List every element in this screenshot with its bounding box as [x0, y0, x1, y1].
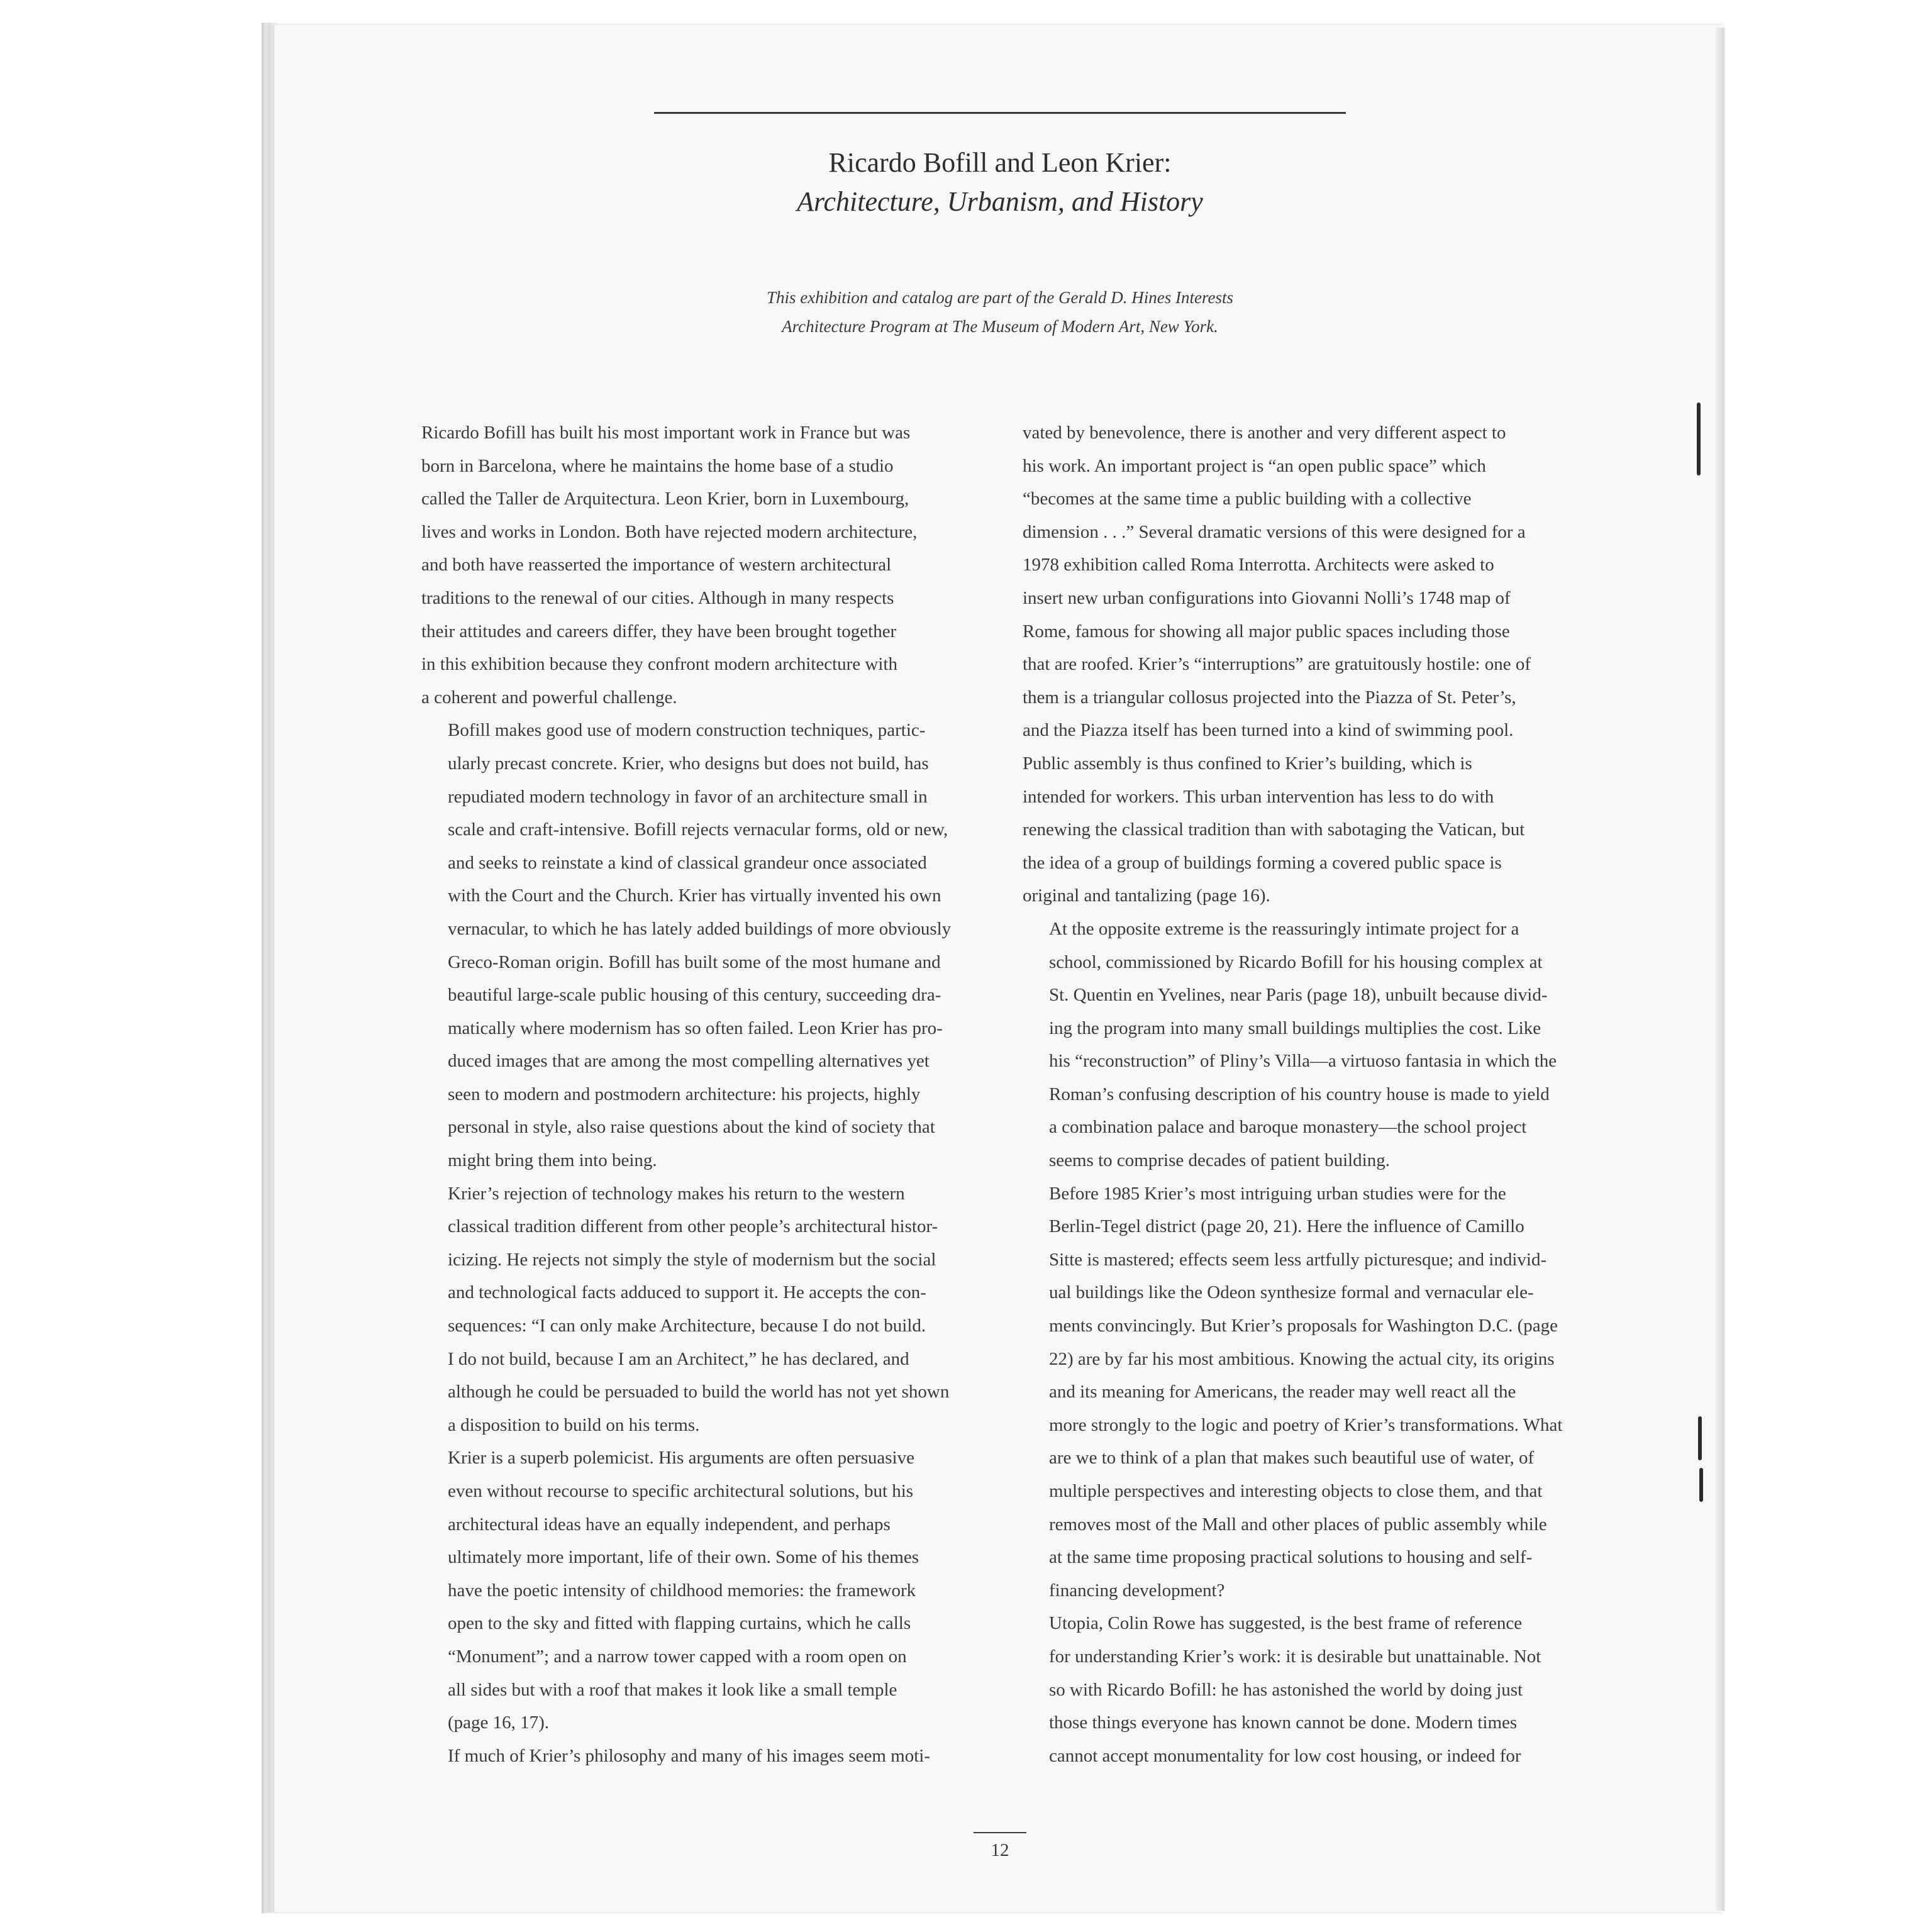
binder-mark-middle: [1698, 1416, 1702, 1460]
text-line: Roman’s confusing description of his country house is made to yield: [1049, 1084, 1550, 1104]
text-line: Krier is a superb polemicist. His arguments are often persuasive: [448, 1448, 914, 1468]
text-line: seems to comprise decades of patient building.: [1049, 1150, 1390, 1171]
text-line: Public assembly is thus confined to Krier’s building, which is: [1023, 753, 1472, 774]
right-text-column: [1023, 416, 1589, 1772]
text-line: renewing the classical tradition than with sabotaging the Vatican, but: [1023, 819, 1525, 840]
text-line: repudiated modern technology in favor of an architecture small in: [448, 786, 928, 807]
paragraph: [421, 416, 987, 714]
text-line: lives and works in London. Both have rejected modern architecture,: [421, 521, 918, 542]
text-line: have the poetic intensity of childhood memories: the framework: [448, 1580, 916, 1601]
text-line: “Monument”; and a narrow tower capped with a room open on: [448, 1646, 907, 1667]
page-right-edge: [1716, 28, 1724, 1911]
text-line: Utopia, Colin Rowe has suggested, is the best frame of reference: [1049, 1613, 1523, 1634]
paragraph: [1023, 1177, 1589, 1607]
text-line: a disposition to build on his terms.: [448, 1414, 700, 1435]
text-line: 22) are by far his most ambitious. Knowing the actual city, its origins: [1049, 1348, 1555, 1369]
text-line: them is a triangular collosus projected into the Piazza of St. Peter’s,: [1023, 687, 1516, 708]
text-line: and both have reasserted the importance of western architectural: [421, 555, 892, 575]
paragraph: [1023, 1607, 1589, 1772]
paragraph: [1023, 416, 1589, 913]
text-line: traditions to the renewal of our cities. Although in many respects: [421, 587, 894, 608]
binder-mark-bottom: [1699, 1468, 1703, 1502]
text-line: Ricardo Bofill has built his most important work in France but was: [421, 423, 911, 443]
text-line: dimension . . .” Several dramatic versions of this were designed for a: [1023, 521, 1526, 542]
text-line: insert new urban configurations into Giovanni Nolli’s 1748 map of: [1023, 587, 1511, 608]
text-line: Bofill makes good use of modern construction techniques, partic-: [448, 720, 926, 741]
header-rule: [654, 112, 1346, 114]
text-line: might bring them into being.: [448, 1150, 657, 1171]
page-number: 12: [991, 1840, 1009, 1860]
text-line: removes most of the Mall and other places of public assembly while: [1049, 1514, 1547, 1535]
text-line: seen to modern and postmodern architecture: his projects, highly: [448, 1084, 921, 1104]
text-line: all sides but with a roof that makes it look like a small temple: [448, 1679, 897, 1700]
text-line: intended for workers. This urban intervention has less to do with: [1023, 786, 1494, 807]
text-line: open to the sky and fitted with flapping curtains, which he calls: [448, 1613, 911, 1634]
text-line: If much of Krier’s philosophy and many of his images seem moti-: [448, 1745, 931, 1766]
text-line: financing development?: [1049, 1580, 1225, 1601]
binder-mark-top: [1697, 402, 1701, 475]
text-line: for understanding Krier’s work: it is desirable but unattainable. Not: [1049, 1646, 1541, 1667]
left-text-column: [421, 416, 987, 1772]
credit-line-2: Architecture Program at The Museum of Modern Art, New York.: [782, 317, 1218, 336]
paragraph: [1023, 913, 1589, 1177]
text-line: Sitte is mastered; effects seem less artfully picturesque; and individ-: [1049, 1249, 1547, 1270]
title-block: [654, 143, 1346, 221]
text-line: his work. An important project is “an open public space” which: [1023, 455, 1486, 476]
exhibition-credit: [654, 283, 1346, 341]
text-line: even without recourse to specific architectural solutions, but his: [448, 1481, 914, 1501]
text-line: are we to think of a plan that makes such beautiful use of water, of: [1049, 1448, 1535, 1468]
text-line: those things everyone has known cannot be done. Modern times: [1049, 1713, 1518, 1733]
paragraph: [421, 714, 987, 1177]
text-line: beautiful large-scale public housing of this century, succeeding dra-: [448, 985, 941, 1006]
text-line: his “reconstruction” of Pliny’s Villa—a virtuoso fantasia in which the: [1049, 1051, 1557, 1072]
text-line: Berlin-Tegel district (page 20, 21). Here the influence of Camillo: [1049, 1216, 1524, 1237]
text-line: ing the program into many small buildings multiplies the cost. Like: [1049, 1018, 1541, 1038]
text-line: St. Quentin en Yvelines, near Paris (page 18), unbuilt because divid-: [1049, 985, 1548, 1006]
text-line: their attitudes and careers differ, they have been brought together: [421, 621, 897, 641]
text-line: personal in style, also raise questions about the kind of society that: [448, 1117, 935, 1138]
paragraph: [421, 1441, 987, 1739]
text-line: Rome, famous for showing all major public spaces including those: [1023, 621, 1510, 641]
text-line: school, commissioned by Ricardo Bofill for his housing complex at: [1049, 952, 1543, 972]
text-line: although he could be persuaded to build the world has not yet shown: [448, 1382, 950, 1402]
text-line: ments convincingly. But Krier’s proposals for Washington D.C. (page: [1049, 1316, 1558, 1336]
text-line: and the Piazza itself has been turned into a kind of swimming pool.: [1023, 720, 1514, 741]
text-line: Krier’s rejection of technology makes his return to the western: [448, 1183, 905, 1204]
text-line: and technological facts adduced to support it. He accepts the con-: [448, 1282, 926, 1303]
text-line: (page 16, 17).: [448, 1713, 550, 1733]
page-subtitle: Architecture, Urbanism, and History: [797, 186, 1203, 217]
paragraph: [421, 1177, 987, 1442]
text-line: at the same time proposing practical solutions to housing and self-: [1049, 1547, 1533, 1568]
text-line: 1978 exhibition called Roma Interrotta. Architects were asked to: [1023, 555, 1494, 575]
folio-rule: [974, 1832, 1026, 1833]
text-line: more strongly to the logic and poetry of Krier’s transformations. What: [1049, 1414, 1563, 1435]
text-line: the idea of a group of buildings forming a covered public space is: [1023, 852, 1502, 873]
text-line: “becomes at the same time a public building with a collective: [1023, 489, 1472, 509]
text-line: and its meaning for Americans, the reader may well react all the: [1049, 1382, 1516, 1402]
text-line: duced images that are among the most compelling alternatives yet: [448, 1051, 930, 1072]
text-line: cannot accept monumentality for low cost housing, or indeed for: [1049, 1745, 1521, 1766]
text-line: ularly precast concrete. Krier, who designs but does not build, has: [448, 753, 929, 774]
text-line: in this exhibition because they confront modern architecture with: [421, 654, 897, 675]
text-line: original and tantalizing (page 16).: [1023, 886, 1270, 906]
text-line: with the Court and the Church. Krier has virtually invented his own: [448, 886, 941, 906]
text-line: scale and craft-intensive. Bofill rejects vernacular forms, old or new,: [448, 819, 948, 840]
text-line: sequences: “I can only make Architecture, because I do not build.: [448, 1316, 926, 1336]
text-line: called the Taller de Arquitectura. Leon Krier, born in Luxembourg,: [421, 489, 909, 509]
text-line: classical tradition different from other people’s architectural histor-: [448, 1216, 938, 1237]
page-title: Ricardo Bofill and Leon Krier:: [828, 147, 1172, 178]
text-line: vernacular, to which he has lately added buildings of more obviously: [448, 918, 952, 939]
text-line: At the opposite extreme is the reassuringly intimate project for a: [1049, 918, 1519, 939]
text-line: a coherent and powerful challenge.: [421, 687, 677, 708]
text-line: multiple perspectives and interesting objects to close them, and that: [1049, 1481, 1543, 1501]
paragraph: [421, 1740, 987, 1773]
text-line: and seeks to reinstate a kind of classical grandeur once associated: [448, 852, 927, 873]
text-line: so with Ricardo Bofill: he has astonished the world by doing just: [1049, 1679, 1523, 1700]
text-line: vated by benevolence, there is another and very different aspect to: [1023, 423, 1506, 443]
text-line: that are roofed. Krier’s “interruptions” are gratuitously hostile: one of: [1023, 654, 1531, 675]
text-line: a combination palace and baroque monastery—the school project: [1049, 1117, 1527, 1138]
text-line: architectural ideas have an equally independent, and perhaps: [448, 1514, 891, 1535]
text-line: born in Barcelona, where he maintains the home base of a studio: [421, 455, 894, 476]
text-line: I do not build, because I am an Architect,” he has declared, and: [448, 1348, 909, 1369]
text-line: icizing. He rejects not simply the style of modernism but the social: [448, 1249, 936, 1270]
text-line: Greco-Roman origin. Bofill has built some of the most humane and: [448, 952, 941, 972]
text-line: ultimately more important, life of their own. Some of his themes: [448, 1547, 919, 1568]
text-line: ual buildings like the Odeon synthesize formal and vernacular ele-: [1049, 1282, 1534, 1303]
text-line: Before 1985 Krier’s most intriguing urban studies were for the: [1049, 1183, 1506, 1204]
text-line: matically where modernism has so often failed. Leon Krier has pro-: [448, 1018, 943, 1038]
credit-line-1: This exhibition and catalog are part of the Gerald D. Hines Interests: [767, 288, 1233, 307]
